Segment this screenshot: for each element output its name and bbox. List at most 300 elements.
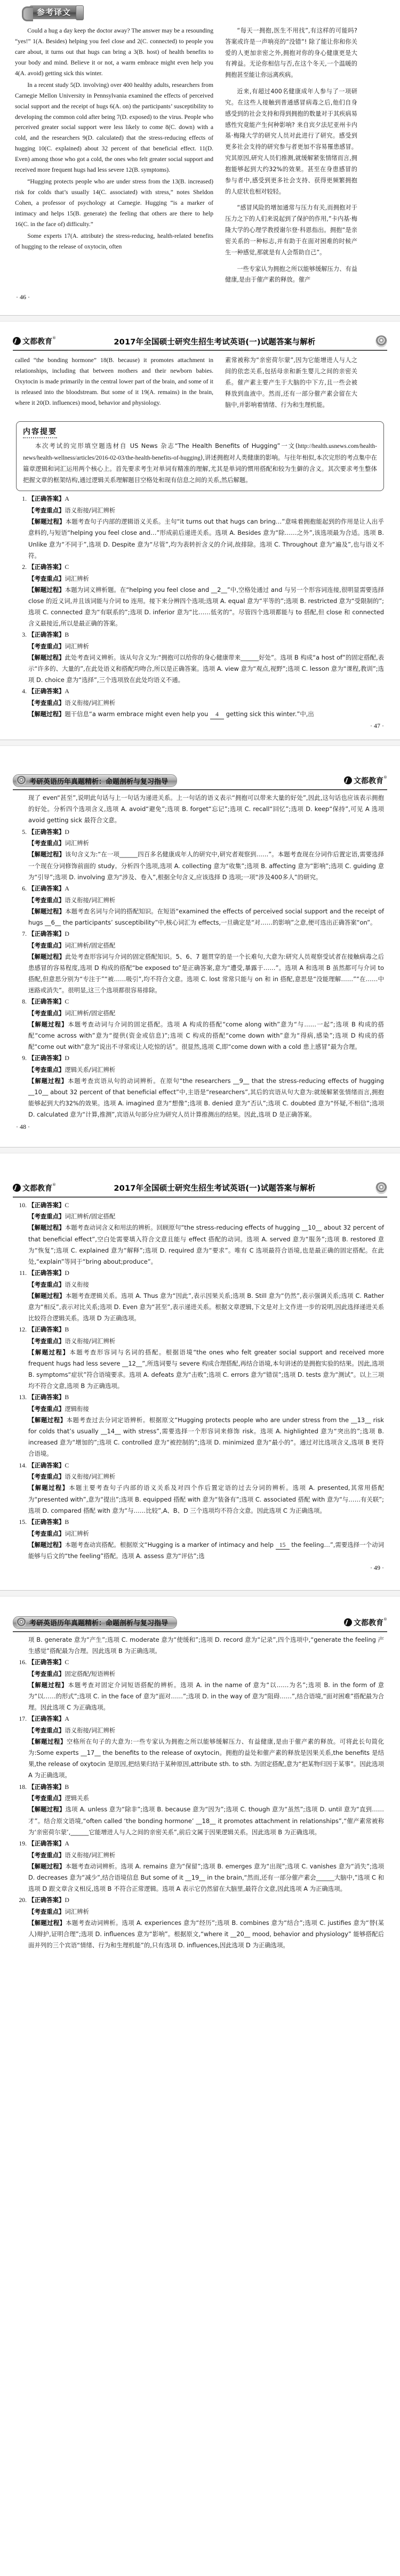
page-top-space [0, 1596, 400, 1610]
answer-value: A [65, 495, 69, 503]
brand-logo [13, 336, 56, 347]
answer-body [28, 1895, 384, 1951]
process-line [28, 1347, 384, 1392]
answer-number: 5. [22, 828, 27, 836]
answer-value: D [65, 929, 69, 937]
answer-body [28, 1053, 384, 1120]
answer-line [28, 1516, 384, 1528]
page-separator [0, 315, 400, 322]
answer-item [16, 1460, 384, 1516]
running-head-even [13, 334, 387, 351]
focus-label: 【考查重点】 [28, 1727, 65, 1735]
focus-label: 【考查重点】 [28, 896, 65, 904]
registered-trademark-icon: ® [383, 775, 387, 780]
answer-line [28, 996, 384, 1008]
answer-item [16, 883, 384, 928]
page-bottom-space [0, 1951, 400, 1957]
answer-number: 10. [19, 1201, 27, 1209]
english-translation-column [15, 355, 213, 416]
answer-number: 18. [19, 1783, 27, 1791]
process-line [28, 951, 384, 996]
focus-label: 【考查重点】 [28, 699, 65, 707]
chinese-paragraph: “感冒风险的增加通常与压力有关,而拥抱对于压力之下的人们来说起到了保护的作用,”卡内基·梅隆大学的心理学教授谢尔登·科恩指出。拥抱“是亲密关系的一种标志,并有助于在面对困难的时候产生一种感觉,那就是有人会帮助自己”。 [225, 204, 357, 256]
focus-label: 【考查重点】 [28, 1066, 65, 1074]
process-value: 本题主要考查句子内部的语义关系及对四个作后置定语的过去分词的辨析。选项 A. presented,其常用搭配为“presented with”,意为“提出”;选项 B. equipped 搭配 with 意为“装备有”;选项 C. associated 搭配 with 意为“与……有关联”;选项 D. compared 搭配 with 意为“与……比较”,A、B、D 三个选项均不符合文意。因此选项 C 为正确选项。 [28, 1484, 384, 1514]
wendu-logo-icon [13, 337, 21, 345]
answer-item [16, 1516, 384, 1562]
focus-label: 【考查重点】 [28, 1529, 65, 1537]
answer-value: B [65, 1393, 69, 1401]
answer-value: C [65, 563, 69, 571]
focus-value: 词汇辨析/固定搭配 [65, 1213, 116, 1221]
section-badge-label: 参考译文 [29, 5, 83, 19]
answer-value: B [65, 1783, 69, 1791]
answer-value: A [65, 884, 69, 892]
process-value: 本题考查动词辨析。选项 A. remains 意为“保留”;选项 B. emerges 意为“出现”;选项 C. vanishes 意为“消失”;选项 D. decreases 意为“减少”,结合语境信息 But some of it __19__ in the brain,“然而,还有一部分催产素会______大脑中,”选项 C 和选项 D 跟文章含义相反,选项 B 不符合正常逻辑。选项 A 表示它仍然留在大脑里,最符合文意,因此选项 A 为正确选项。 [28, 1862, 384, 1892]
answer-body [28, 1516, 384, 1562]
focus-label: 【考查重点】 [28, 1851, 65, 1859]
page-bottom-space [0, 301, 400, 315]
focus-line [28, 641, 384, 652]
process-label: 【解题过程】 [28, 850, 66, 858]
focus-value: 词汇辨析/固定搭配 [65, 1009, 116, 1017]
seal-icon [17, 776, 26, 785]
answer-value: A [65, 1715, 69, 1723]
section-badge-reference-translation [29, 5, 83, 19]
answer-number: 13. [19, 1394, 27, 1401]
process-label: 【解题过程】 [28, 1224, 65, 1232]
answer-item [16, 1713, 384, 1781]
answer-item [16, 629, 384, 686]
wendu-logo-icon [13, 1184, 21, 1192]
process-label: 【解题过程】 [28, 653, 65, 661]
chapter-title-label: 考研英语历年真题精析：命题剖析与复习指导 [29, 777, 169, 786]
answer-number: 14. [19, 1462, 27, 1469]
answer-label: 【正确答案】 [28, 1054, 65, 1062]
focus-label: 【考查重点】 [28, 1473, 65, 1481]
answer-body [28, 1781, 384, 1838]
running-head-odd [13, 1616, 387, 1632]
answer-body [28, 1200, 384, 1267]
focus-value: 固定搭配/短语辨析 [65, 1670, 116, 1678]
answer-label: 【正确答案】 [28, 884, 65, 892]
running-head-odd [13, 774, 387, 790]
answer-value: B [65, 1326, 69, 1334]
process-value: 本题考查动词与介词的固定搭配。选项 A 构成的搭配“come along with”意为“与……一起”;选项 B 构成的搭配“come across with”意为“提供(资金或信息)”;选项 C 构成的搭配“come down with”意为“得病,感染”;选项 D 构成的搭配“come out with”意为“说出不寻常或让人吃惊的话”。很显然,选项 C,即“come down with a cold 患上感冒”最为合理。 [28, 1020, 384, 1051]
process-line [28, 516, 384, 561]
chinese-paragraph: 素常被称为“亲密荷尔蒙”,因为它能增进人与人之间的依恋关系,包括母亲和新生婴儿之间的亲密关系。催产素主要产生于大脑的中下方,且一些会被释放到血液中。然而,还有一部分催产素会留在大脑中,并影响着情绪、行为和生理机能。 [225, 357, 357, 408]
focus-label: 【考查重点】 [28, 1337, 65, 1345]
focus-label: 【考查重点】 [28, 642, 65, 650]
answer-item [16, 561, 384, 629]
process-label: 【解题过程】 [28, 710, 65, 718]
answer-number: 19. [19, 1840, 27, 1847]
answer-item [16, 1781, 384, 1838]
answer-label: 【正确答案】 [28, 1896, 65, 1904]
summary-text-before-url: 本次考试的完形填空题选材自 US News 杂志“The Health Benefits of Hugging”一文( [35, 442, 298, 450]
page-number-48: · 48 · [16, 1122, 30, 1130]
answer-item [16, 826, 384, 883]
answer-number: 4. [22, 688, 27, 695]
focus-line [28, 1725, 384, 1736]
answer-body [28, 1324, 384, 1392]
chapter-title-pill [13, 774, 177, 787]
focus-line [28, 895, 384, 906]
process-label: 【解题过程】 [28, 1348, 70, 1356]
process-line [28, 1482, 384, 1516]
content-summary-box [16, 421, 384, 491]
wendu-logo-icon [344, 1618, 352, 1626]
page-46 [0, 0, 400, 315]
focus-value: 语义衔接/词汇辨析 [65, 699, 116, 707]
answer-item-continued [16, 1634, 384, 1657]
answer-item [16, 1657, 384, 1713]
answer-line [28, 493, 384, 505]
process-label: 【解题过程】 [28, 1919, 66, 1927]
answer-body [28, 1713, 384, 1781]
process-line [28, 1539, 384, 1562]
answer-line [28, 1200, 384, 1211]
focus-value: 语义衔接 [65, 1280, 89, 1288]
process-line [28, 1861, 384, 1895]
answer-item [16, 493, 384, 561]
process-line [28, 1019, 384, 1053]
summary-source-url: http://health.usnews.com/health-news/health-wellness/articles/2016-02-03/the-health-benefits-of-hugging [23, 443, 377, 461]
process-value-partial: 本题考查动宾搭配。根据原文“Hugging is a marker of intimacy and help 15 the feeling…”,需要选择一个动词能够与后文的“the feeling”搭配。选项 A. assess 意为“评估”;选 [28, 1540, 384, 1560]
running-head-even [13, 1181, 387, 1198]
english-paragraph: Could a hug a day keep the doctor away? The answer may be a resounding “yes!” 1(A. Besides) helping you feel close and 2(C. connected) to people you care about, it turns out that hugs can bring a 3(B. host) of health benefits to your body and mind. Believe it or not, a warm embrace might even help you 4(A. avoid) getting sick this winter. [15, 27, 213, 77]
focus-line [28, 1906, 384, 1917]
process-value: 本题考查形容词与名词的搭配。根据语境“the ones who felt greater social support and received more frequent hugs had less severe __12__”,所选词要与 severe 构成合理搭配,再结合语境,本句讲述的是拥抱实验的结果。因此,选项 B. symptoms“症状”符合语境要求。选项 A. defeats 意为“击败”;选项 C. errors 意为“错误”;选项 D. tests 意为“测试”。以上三项均不符合文意,选项 B 为正确选项。 [28, 1348, 384, 1390]
page-bottom-space [0, 730, 400, 740]
answer-label: 【正确答案】 [28, 929, 65, 937]
seal-icon [375, 1182, 387, 1194]
answer-label: 【正确答案】 [28, 1783, 65, 1791]
registered-trademark-icon: ® [52, 336, 56, 341]
answer-line [28, 1713, 384, 1725]
answer-line [28, 1324, 384, 1336]
focus-line [28, 1279, 384, 1290]
focus-label: 【考查重点】 [28, 1009, 65, 1017]
focus-label: 【考查重点】 [28, 1213, 65, 1221]
page-separator [0, 1147, 400, 1153]
focus-value: 语义衔接/词汇辨析 [65, 1337, 116, 1345]
answer-line [28, 1657, 384, 1668]
process-label: 【解题过程】 [28, 1681, 68, 1689]
brand-logo [13, 1183, 56, 1193]
process-value-partial: 题干信息“a warm embrace might even help you 4 getting sick this winter.”中,出 [65, 710, 314, 718]
answer-number: 20. [19, 1896, 27, 1904]
focus-value: 语义衔接/词汇辨析 [65, 896, 116, 904]
page-separator [0, 740, 400, 746]
focus-label: 【考查重点】 [28, 1670, 65, 1678]
answer-value: B [65, 1518, 69, 1526]
focus-label: 【考查重点】 [28, 507, 65, 515]
process-label: 【解题过程】 [28, 1484, 69, 1492]
answer-label: 【正确答案】 [28, 1518, 65, 1526]
process-label: 【解题过程】 [28, 1540, 65, 1548]
answer-body [28, 883, 384, 928]
wendu-logo-icon [344, 776, 352, 784]
answer-item [16, 1053, 384, 1120]
answer-value: C [65, 1201, 69, 1209]
english-paragraph: “Hugging protects people who are under stress from the 13(B. increased) risk for colds that’s usually 14(C. associated) with stress,” notes Sheldon Cohen, a professor of psychology at Carnegie. Hugging “is a marker of intimacy and helps 15(B. generate) the feeling that others are there to help 16(C. in the face of) difficulty.” [15, 178, 213, 228]
registered-trademark-icon: ® [383, 1617, 387, 1622]
answer-value: D [65, 1896, 69, 1904]
seal-icon [375, 335, 387, 347]
answer-number: 12. [19, 1326, 27, 1334]
answer-item [16, 928, 384, 996]
answer-line [28, 1895, 384, 1906]
answer-body [28, 1460, 384, 1516]
brand-name: 文都教育 [354, 777, 383, 786]
page-bottom-space [0, 1572, 400, 1590]
answer-number: 7. [22, 930, 27, 937]
process-line [28, 1680, 384, 1713]
answer-item [16, 1895, 384, 1951]
process-continuation: 现了 even“甚至”,说明此句话与上一句话为递进关系。上一句话的语义表示“拥抱可以带来大量的好处”,因此,这句话也应该表示拥抱的好处。分析四个选项含义,选项 A. avoid“避免”;选项 B. forget“忘记”;选项 C. recall“回忆”;选项 D. keep“保持”,可见 A 选项 avoid getting sick 最符合文意。 [28, 794, 384, 824]
registered-trademark-icon: ® [52, 1182, 56, 1187]
process-value: 空格所在句子的大意为:一些专家认为拥抱之所以能够缓解压力、有益健康,是由于催产素的释放。可将此长句简化为:Some experts __17__ the benefits to the release of oxytocin。拥抱的益处和催产素的释放是因果关系,the benefits 是结果,the release of oxytocin 是原因,把结果归结于某种原因,attribute sth. to sth. 为固定搭配,意为“把某物归因于某事”。因此选项 A 为正确选项。 [28, 1738, 384, 1779]
page-top-space [0, 1153, 400, 1176]
process-line [28, 1076, 384, 1120]
answer-body [28, 1634, 384, 1657]
process-line [28, 584, 384, 629]
page-47 [0, 322, 400, 740]
focus-line [28, 838, 384, 849]
process-label: 【解题过程】 [28, 1738, 67, 1746]
page-separator [0, 1590, 400, 1596]
answer-body [28, 686, 384, 720]
focus-value: 词汇辨析 [65, 574, 89, 582]
answer-item [16, 1392, 384, 1459]
chinese-paragraph: “每天一拥抱,医生不用找”,有这样的可能吗? 答案或许是一声响亮的“没错”! 除了能让你和你关爱的人更加亲密之外,拥抱对你的身心健康更是大有裨益。无论你相信与否,在这个冬天,一个温暖的拥抱甚至能让你远离疾病。 [225, 27, 357, 79]
answer-number: 16. [19, 1659, 27, 1666]
process-label: 【解题过程】 [28, 1805, 66, 1813]
process-label: 【解题过程】 [28, 1291, 66, 1299]
process-line [28, 1222, 384, 1267]
process-value: 该句含义为:“在一项______四百多名健康成年人的研究中,研究者观察到……”。本题考查现在分词作后置定语,需要选择一个现在分词修饰前面的 study。分析四个选项,选项 A. collecting 意为“收集”;选项 B. affecting 意为“影响”;选项 C. guiding 意为“引导”;选项 D. involving 意为“涉及、卷入”,根据全句含义,应该选择 D 选项;一项“涉及400多人”的研究。 [28, 850, 384, 881]
answer-body [28, 561, 384, 629]
answer-label: 【正确答案】 [28, 828, 65, 836]
answer-label: 【正确答案】 [28, 1461, 65, 1469]
focus-line [28, 1008, 384, 1019]
process-label: 【解题过程】 [28, 952, 66, 960]
process-line [28, 1804, 384, 1837]
page-bottom-space [0, 1131, 400, 1147]
answer-item [16, 1200, 384, 1267]
answer-value: C [65, 998, 69, 1006]
answer-body [28, 996, 384, 1053]
focus-line [28, 505, 384, 516]
answer-value: A [65, 687, 69, 695]
focus-value: 语义衔接/词汇辨析 [65, 1851, 116, 1859]
answer-item [16, 1324, 384, 1392]
focus-value: 逻辑衔接 [65, 1405, 89, 1413]
answer-item [16, 686, 384, 720]
answer-number: 1. [22, 495, 27, 503]
answer-item-continued [16, 792, 384, 826]
focus-label: 【考查重点】 [28, 839, 65, 847]
answer-number: 9. [22, 1055, 27, 1062]
chinese-paragraph: 近来,有超过400名健康成年人参与了一项研究。在这些人接触到普通感冒病毒之后,他们自身感受到的社会支持和得到拥抱的数量对于其疾病易感性究竟能产生何种影响? 来自宾夕法尼亚州卡内基·梅隆大学的研究人员对此进行了研究。感受到更多社会支持的研究参与者更加不容易罹患感冒。究其原因,研究人员们推测,就缓解紧张情绪而言,拥抱能够起到大约32%的效果。甚至在身患感冒的参与者中,感受到更多社会支持、获得更频繁拥抱的人症状也相对较轻。 [225, 88, 357, 195]
focus-label: 【考查重点】 [28, 1405, 65, 1413]
process-label: 【解题过程】 [28, 518, 66, 526]
process-value: 本题考查句子内部的逻辑语义关系。主句“it turns out that hugs can bring…”意味着拥抱能起到的作用是让人出乎意料的,与短语“helping you feel close and…”形成前后递进关系。选项 A. Besides 意为“除……之外”,该选项最为合适。选项 B. Unlike 意为“不同于”,选项 D. Despite 意为“尽管”,均为表转折含义的介词,故排除。选项 C. Throughout 意为“遍及”,也与语义不符。 [28, 518, 384, 559]
process-label: 【解题过程】 [28, 1020, 68, 1028]
process-line [28, 1290, 384, 1324]
answer-line [28, 928, 384, 940]
answer-label: 【正确答案】 [28, 1326, 65, 1334]
focus-label: 【考查重点】 [28, 941, 65, 949]
process-value: 此处考查形容词与介词的固定搭配知识。5、6、7 题贯穿的是一个长难句,大意为:研究人员观察受试者在接触病毒之后患感冒的容易程度,选项 D 构成的搭配“be exposed to”是正确答案,意为“遭受,暴露于……”。选项 A 和选项 B 虽然都可与介词 to 搭配,但意思分别为“专注于”“被……吸引”,均不符合文意。选项 C. lost 常常只能与 on 和 in 搭配,意思是“没能理解……”“在……中迷路或消失”。很明显,这三个选项都很容易排除。 [28, 952, 384, 994]
process-value: 本题考查动词含义和用法的辨析。回顾原句“the stress-reducing effects of hugging __10__ about 32 percent of that beneficial effect”,空白处需要填入符合文意且能与 effect 搭配的动词。选项 A. served 意为“服务”;选项 B. restored 意为“恢复”;选项 C. explained 意为“解释”;选项 D. required 意为“要求”。唯有 C 选项最符合语境,也是最正确的固定搭配。在此处,“explain”等同于“bring about;produce”。 [28, 1224, 384, 1265]
focus-line [28, 697, 384, 709]
answer-value: B [65, 631, 69, 639]
process-value: 本题考查名词与介词的搭配知识。在短语“examined the effects of perceived social support and the receipt of hugs __6__ the participants’ susceptibility”中,核心词汇为 effects,一旦确定是“对……的影响”之意,便可选出正确答案“on”。 [28, 907, 384, 926]
english-paragraph: In a recent study 5(D. involving) over 400 healthy adults, researchers from Carnegie Mellon University in Pennsylvania examined the effects of perceived social support and the receipt of hugs 6(A. on) the participants’ susceptibility to developing the common cold after being 7(D. exposed) to the virus. People who perceived greater social support were less likely to come 8(C. down) with a cold, and the researchers 9(D. calculated) that the stress-reducing effects of hugging 10(C. explained) about 32 percent of that beneficial effect. 11(D. Even) among those who got a cold, the ones who felt greater social support and received more frequent hugs had less severe 12(B. symptoms). [15, 81, 213, 174]
process-value: 选项 A. unless 意为“除非”;选项 B. because 意为“因为”;选项 C. though 意为“虽然”;选项 D. until 意为“直到……才”。结合原文语境,“often called ‘the bonding hormone’ __18__ it promotes attachment in relationships”,“催产素常被称为‘亲密荷尔蒙’,______它能增进人与人之间的亲密关系”,前后文属于因果逻辑关系。因此选项 B 为正确选项。 [28, 1805, 384, 1836]
answer-line [28, 561, 384, 573]
answer-number: 2. [22, 563, 27, 571]
brand-name: 文都教育 [22, 338, 52, 347]
focus-label: 【考查重点】 [28, 1280, 65, 1288]
focus-line [28, 1471, 384, 1482]
focus-value: 逻辑关系 [65, 1794, 89, 1802]
page-number-47: · 47 · [370, 722, 384, 730]
answer-label: 【正确答案】 [28, 1715, 65, 1723]
answer-body [28, 493, 384, 561]
focus-line [28, 1528, 384, 1539]
answer-value: C [65, 1658, 69, 1666]
brand-logo [344, 1617, 387, 1628]
chapter-title-pill [13, 1616, 177, 1629]
answer-label: 【正确答案】 [28, 687, 65, 695]
focus-line [28, 1064, 384, 1076]
process-label: 【解题过程】 [28, 1416, 67, 1424]
english-paragraph: called “the bonding hormone” 18(B. because) it promotes attachment in relationships, including that between mothers and their newborn babies. Oxytocin is made primarily in the central lower part of the brain, and some of it is released into the bloodstream. But some of it 19(A. remains) in the brain, where it 20(D. influences) mood, behavior and physiology. [15, 357, 213, 406]
answer-label: 【正确答案】 [28, 1658, 65, 1666]
page-49 [0, 1153, 400, 1590]
answer-line [28, 686, 384, 697]
answer-line [28, 883, 384, 895]
content-summary-title: 内容提要 [23, 426, 57, 438]
content-summary-text [23, 440, 377, 485]
brand-name: 文都教育 [22, 1184, 52, 1193]
answer-item [16, 996, 384, 1053]
answer-value: D [65, 828, 69, 836]
answer-value: C [65, 1461, 69, 1469]
running-head-title: 2017年全国硕士研究生招生考试英语(一)试题答案与解析 [114, 1184, 316, 1193]
answer-label: 【正确答案】 [28, 1201, 65, 1209]
focus-value: 词汇辨析 [65, 1907, 89, 1915]
answer-label: 【正确答案】 [28, 563, 65, 571]
answer-value: D [65, 1269, 69, 1277]
chinese-translation-column [225, 26, 357, 291]
process-label: 【解题过程】 [28, 907, 66, 915]
brand-logo [344, 775, 387, 786]
focus-value: 语义衔接/词汇辨析 [65, 1473, 116, 1481]
answer-number: 17. [19, 1715, 27, 1723]
bilingual-block-1 [15, 26, 385, 291]
focus-line [28, 1403, 384, 1415]
english-translation-column [15, 26, 213, 291]
focus-value: 词汇辨析 [65, 839, 89, 847]
chinese-paragraph: 一些专家认为拥抱之所以能够缓解压力、有益健康,是由于催产素的释放。催产 [225, 265, 357, 284]
process-continuation: 项 B. generate 意为“产生”;选项 C. moderate 意为“使缓和”;选项 D. record 意为“记录”,四个选项中,“generate the feeling 产生感觉”搭配最为合理。因此选项 B 为正确选项。 [28, 1635, 384, 1655]
english-paragraph: Some experts 17(A. attribute) the stress-reducing, health-related benefits of hugging to the release of oxytocin, often [15, 232, 213, 250]
answer-explanations-part-1 [16, 493, 384, 720]
focus-line [28, 1850, 384, 1861]
process-line [28, 1736, 384, 1781]
answer-number: 8. [22, 998, 27, 1006]
focus-label: 【考查重点】 [28, 1907, 65, 1915]
answer-number: 11. [19, 1269, 27, 1277]
seal-icon [17, 1618, 26, 1627]
answer-body [28, 1657, 384, 1713]
focus-line [28, 1793, 384, 1804]
answer-number: 15. [19, 1518, 27, 1526]
process-line [28, 709, 384, 720]
ribbon-hook-icon [22, 6, 33, 21]
process-line [28, 849, 384, 882]
chinese-translation-column [225, 355, 357, 416]
process-line [28, 652, 384, 686]
answer-body [28, 928, 384, 996]
answer-label: 【正确答案】 [28, 1393, 65, 1401]
focus-value: 词汇辨析/固定搭配 [65, 941, 116, 949]
answer-line [28, 1838, 384, 1850]
focus-label: 【考查重点】 [28, 1794, 65, 1802]
chapter-title-label: 考研英语历年真题精析：命题剖析与复习指导 [29, 1619, 169, 1628]
process-value: 本题考查对固定介词短语搭配的辨析。选项 A. in the name of 意为“以……为名”;选项 B. in the form of 意为“以……的形式”;选项 C. in the face of 意为“面对……”;选项 D. in the way of 意为“阻碍……”,结合语境,“面对困难”搭配最为合理。因此选项 C 为正确选项。 [28, 1681, 385, 1712]
focus-line [28, 573, 384, 584]
answer-value: D [65, 1054, 69, 1062]
answer-label: 【正确答案】 [28, 631, 65, 639]
process-line [28, 1415, 384, 1459]
focus-label: 【考查重点】 [28, 574, 65, 582]
answer-line [28, 1267, 384, 1279]
process-value: 本题考查过去分词定语辨析。根据原文“Hugging protects people who are under stress from the __13__ risk for colds that’s usually __14__ with stress”,需要选择一个形容词来修饰 risk。选项 A. highlighted 意为“突出的”;选项 B. increased 意为“增加的”;选项 C. controlled 意为“被控制的”;选项 D. minimized 意为“最小的”。通过对比选项含义,选项 B 更符合语境。 [28, 1416, 384, 1458]
focus-value: 词汇辨析 [65, 642, 89, 650]
focus-line [28, 1211, 384, 1222]
focus-line [28, 1668, 384, 1680]
answer-line [28, 1053, 384, 1064]
answer-line [28, 1460, 384, 1472]
answer-explanations-part-3 [16, 1200, 384, 1562]
process-value: 此处考查词义辨析。该从句含义为:“拥抱可以给你的身心健康带来______好处”。选项 B 构成“a host of”的固定搭配,表示“许多的、大量的”,在此处语义和搭配均吻合,所以是正确答案。选项 A. view 意为“观点,视野”;选项 C. lesson 意为“课程,教训”;选项 D. choice 意为“选择”,三个选项放在此处均语义不通。 [28, 653, 384, 684]
running-head-title: 2017年全国硕士研究生招生考试英语(一)试题答案与解析 [114, 338, 316, 347]
focus-value: 语义衔接/词汇辨析 [65, 507, 116, 515]
process-label: 【解题过程】 [28, 585, 65, 593]
page-number-46: · 46 · [16, 293, 30, 301]
process-line [28, 906, 384, 928]
answer-body [28, 1838, 384, 1895]
answer-line [28, 826, 384, 838]
page-48 [0, 746, 400, 1146]
process-value: 本题考查逻辑关系。选项 A. Thus 意为“因此”,表示因果关系;选项 B. Still 意为“仍然”,表示强调关系;选项 C. Rather 意为“相反”,表示对比关系;选项 D. Even 意为“甚至”,表示递进关系。根据文章逻辑,下文是对上文作进一步的说明,因此选择递进关系比较符合逻辑关系。选项 D 为正确选项。 [28, 1291, 384, 1322]
answer-explanations-part-2 [16, 792, 384, 1120]
answer-body [28, 1392, 384, 1459]
brand-name: 文都教育 [354, 1618, 383, 1627]
page-top-space [0, 746, 400, 768]
answer-line [28, 1392, 384, 1403]
answer-body [28, 629, 384, 686]
answer-line [28, 1781, 384, 1793]
summary-text-after-url: ),讲述拥抱对人类健康的影响。与往年相似,本次完形的考点集中在篇章逻辑和词汇运用两个核心上。首先要求考生对单词有精准的理解,尤其是单词的惯用搭配和较为生僻的含义。其次要求考生整体把握文章的框架结构,通过逻辑关系理解题目空格处和现有信息之间的关系,然后解题。 [23, 453, 377, 484]
process-label: 【解题过程】 [28, 1077, 68, 1085]
process-value: 本题考查动词辨析。选项 A. experiences 意为“经历”;选项 B. combines 意为“结合”;选项 C. justifies 意为“替(某人)辩护,证明合理”;选项 D. influences 意为“影响”。根据原文,“where it __20__ mood, behavior and physiology” 能够搭配后面并列的三个宾语“情绪、行为和生理机能”的,只有选项 D. influences,因此选项 D 为正确选项。 [28, 1919, 384, 1949]
